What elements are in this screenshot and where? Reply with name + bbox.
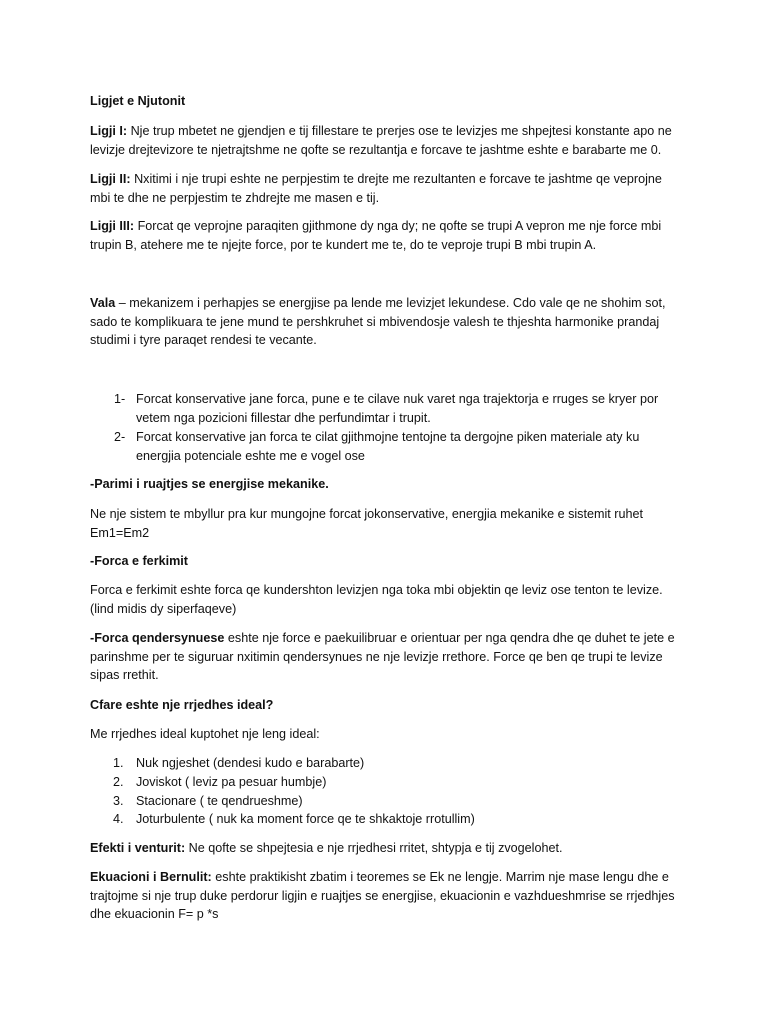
vala-label: Vala <box>90 296 116 310</box>
list-item-number: 3. <box>113 794 124 808</box>
law-3-label: Ligji III: <box>90 219 135 233</box>
list-item-number: 2. <box>113 775 124 789</box>
vala-text: – mekanizem i perhapjes se energjise pa lende me levizjet lekundese. Cdo vale qe ne shohim sot, sado te komplikuara te jene mund te pershkruhet si mbivendosje valesh te thjeshta harmonike prandaj studimi i tyre paraqet rendesi te vecante. <box>90 296 666 348</box>
list-item <box>90 754 680 773</box>
law-1-label: Ligji I: <box>90 124 128 138</box>
list-item-text: Joviskot ( leviz pa pesuar humbje) <box>136 775 327 789</box>
list-item <box>90 773 680 792</box>
law-1-text: Nje trup mbetet ne gjendjen e tij fillestare te prerjes ose te levizjes me shpejtesi konstante apo ne levizje drejtevizore te njetrajtshme ne qofte se rezultantja e forcave te jashtme eshte e barabarte me 0. <box>90 124 672 157</box>
law-2-paragraph <box>90 170 680 207</box>
list-item-text: Nuk ngjeshet (dendesi kudo e barabarte) <box>136 756 365 770</box>
ferkimi-text: Forca e ferkimit eshte forca qe kundershton levizjen nga toka mbi objektin qe leviz ose tenton te levize. (lind midis dy siperfaqeve) <box>90 583 663 616</box>
law-3-text: Forcat qe veprojne paraqiten gjithmone dy nga dy; ne qofte se trupi A vepron me nje force mbi trupin B, atehere me te njejte force, por te kundert me te, do te veproje trupi B mbi trupin A. <box>90 219 662 252</box>
law-1-paragraph <box>90 122 680 159</box>
list-item <box>90 810 680 829</box>
list-item <box>90 428 680 465</box>
venturi-paragraph <box>90 839 680 858</box>
list-item-number: 4. <box>113 812 124 826</box>
bernuli-paragraph <box>90 868 680 924</box>
ferkimi-heading: -Forca e ferkimit <box>90 554 188 568</box>
ideal-heading: Cfare eshte nje rrjedhes ideal? <box>90 698 274 712</box>
list-item-text: Forcat konservative jane forca, pune e te cilave nuk varet nga trajektorja e rruges se kryer por vetem nga pozicioni fillestar dhe perfundimtar i trupit. <box>136 392 659 425</box>
qendersynuese-prefix: - <box>90 631 95 645</box>
law-2-text: Nxitimi i nje trupi eshte ne perpjestim te drejte me rezultanten e forcave te jashtme qe veprojne mbi te dhe ne perpjestim te zhdrejte me masen e tij. <box>90 172 662 205</box>
list-item-text: Forcat konservative jan forca te cilat gjithmojne tentojne ta dergojne piken materiale aty ku energjia potenciale eshte me e vogel ose <box>136 430 640 463</box>
qendersynuese-text: eshte nje force e paekuilibruar e orientuar per nga qendra dhe qe duhet te jete e parinshme per te siguruar nxitimin qendersynues ne nje levizje rrethore. Force qe ben qe trupi te levize sipas rrethit. <box>90 631 675 683</box>
list-item-text: Joturbulente ( nuk ka moment force qe te shkaktoje rrotullim) <box>136 812 475 826</box>
list-item-number: 2- <box>114 430 126 444</box>
parimi-text: Ne nje sistem te mbyllur pra kur mungojne forcat jokonservative, energjia mekanike e sistemit ruhet Em1=Em2 <box>90 507 643 540</box>
list-item-number: 1. <box>113 756 124 770</box>
list-item <box>90 792 680 811</box>
venturi-text: Ne qofte se shpejtesia e nje rrjedhesi rritet, shtypja e tij zvogelohet. <box>185 841 563 855</box>
list-item <box>90 390 680 427</box>
qendersynuese-paragraph <box>90 629 680 685</box>
ideal-intro: Me rrjedhes ideal kuptohet nje leng ideal: <box>90 727 320 741</box>
list-item-number: 1- <box>114 392 126 406</box>
parimi-heading: -Parimi i ruajtjes se energjise mekanike. <box>90 477 329 491</box>
document-title: Ligjet e Njutonit <box>90 94 186 108</box>
bernuli-text: eshte praktikisht zbatim i teoremes se Ek ne lengje. Marrim nje mase lengu dhe e trajtojme si nje trup duke perdorur ligjin e ruajtjes se energjise, ekuacionin e vazhdueshmrise se rrjedhjes dhe ekuacionin F= p *s <box>90 870 675 922</box>
law-3-paragraph <box>90 217 680 254</box>
list-item-text: Stacionare ( te qendrueshme) <box>136 794 303 808</box>
vala-paragraph <box>90 294 680 350</box>
bernuli-label: Ekuacioni i Bernulit: <box>90 870 212 884</box>
law-2-label: Ligji II: <box>90 172 131 186</box>
qendersynuese-label: Forca qendersynuese <box>94 631 225 645</box>
venturi-label: Efekti i venturit: <box>90 841 186 855</box>
